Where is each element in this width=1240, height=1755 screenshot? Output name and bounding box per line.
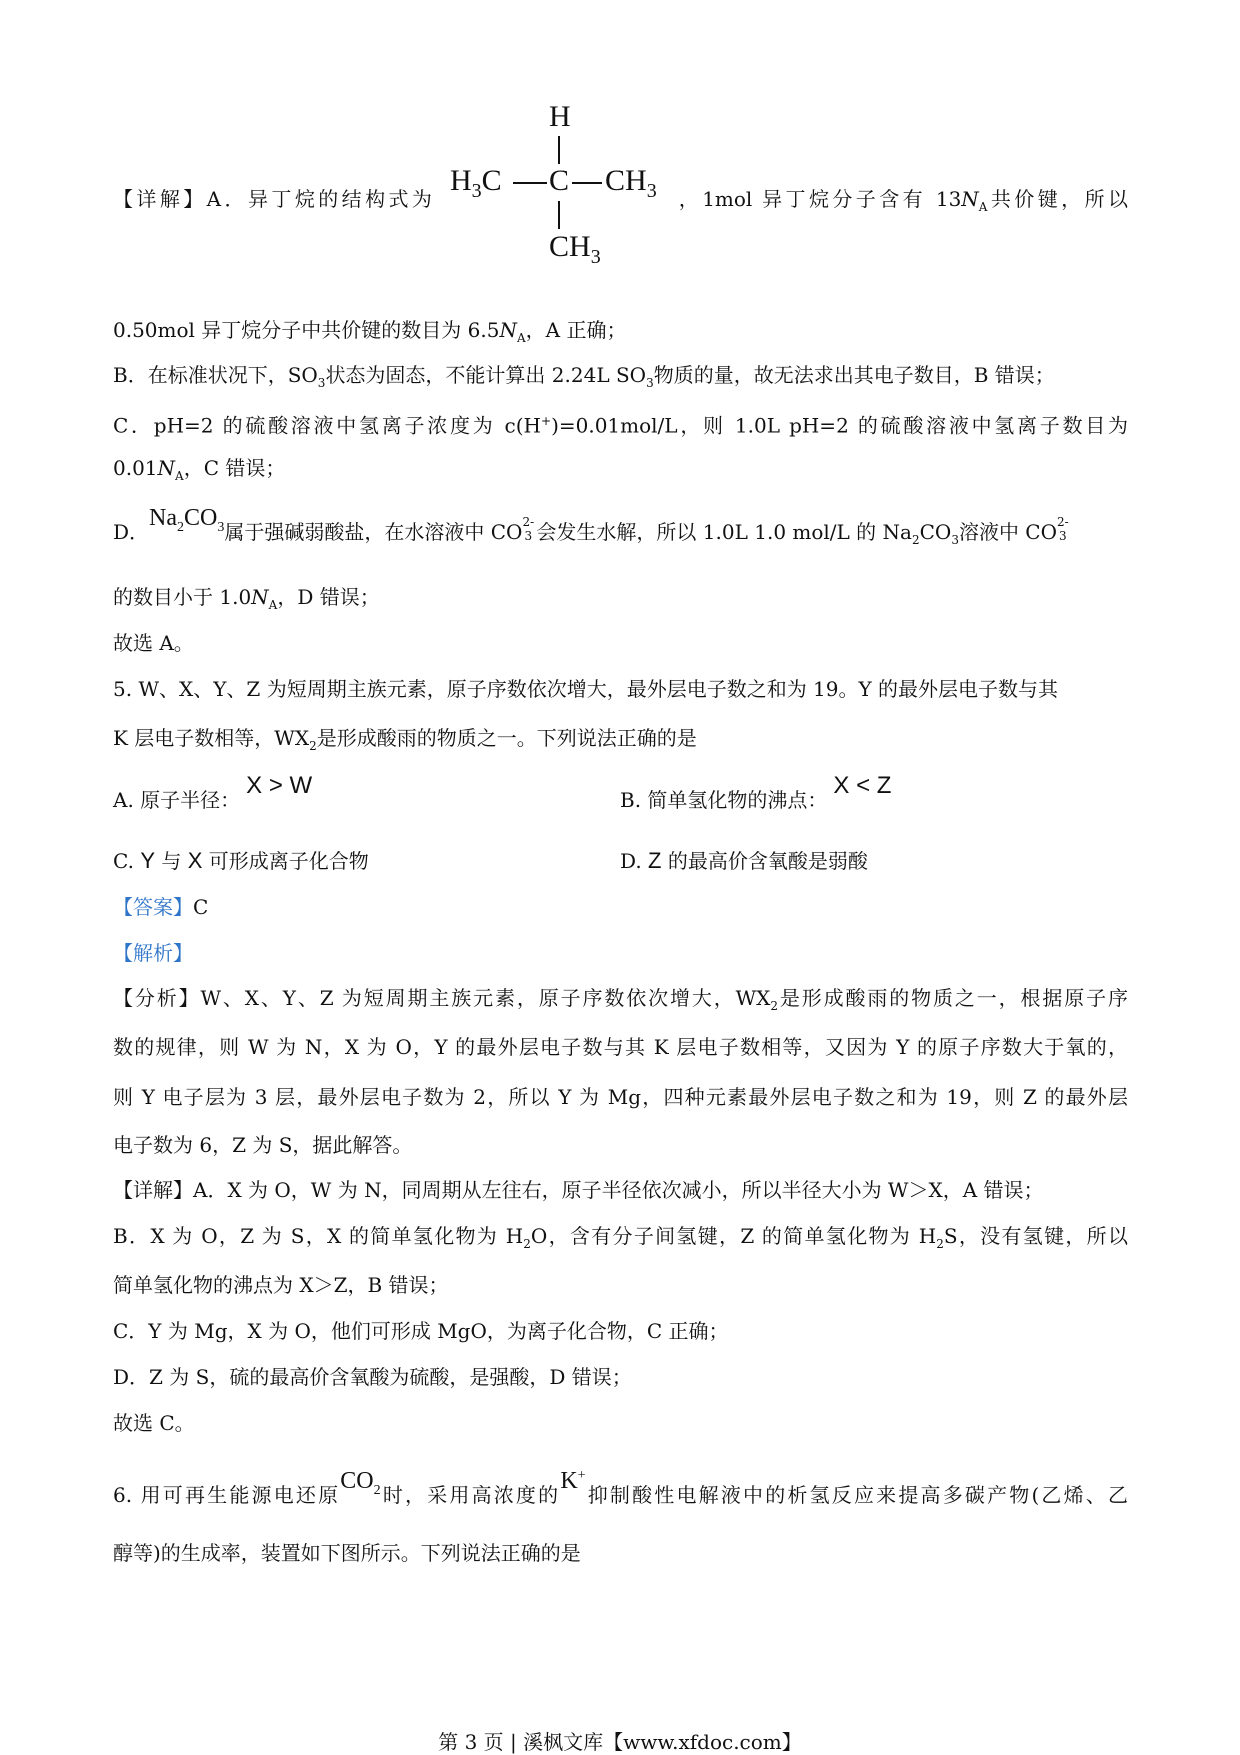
- isobutane-structural-formula: [450, 100, 680, 270]
- q6-stem-line2: 醇等)的生成率，装置如下图所示。下列说法正确的是: [113, 1541, 581, 1565]
- q5-option-c: C. Y 与 X 可形成离子化合物: [113, 848, 369, 873]
- q5-stem-line2: K 层电子数相等，$WX_2$是形成酸雨的物质之一。下列说法正确的是: [113, 726, 697, 753]
- struct-bond-bottom: [558, 201, 560, 229]
- struct-left-group: $H_3C$: [450, 164, 502, 202]
- k-ion-formula: K+: [560, 1468, 586, 1494]
- q4-option-d: D．$Na_2CO_3$属于强碱弱酸盐，在水溶液中 CO 2- 3 会发生水解，所以 1.0L 1.0 mol/L 的 $Na_2CO_3$溶液中 CO 2- 3: [113, 517, 1128, 557]
- na2co3-formula: $Na_2CO_3$: [149, 505, 225, 535]
- struct-top-h: H: [549, 100, 571, 133]
- q4-detail-prefix: 【详解】A．异丁烷的结构式为: [113, 187, 436, 211]
- page-footer: 第 3 页 | 溪枫文库【www.xfdoc.com】: [438, 1730, 802, 1754]
- co2-formula: $CO_2$: [340, 1468, 381, 1498]
- q5-detail-b: B．X 为 O，Z 为 S，X 的简单氢化物为 $H_2O$，含有分子间氢键，Z 的简单氢化物为 $H_2S$，没有氢键，所以: [113, 1224, 1128, 1251]
- q4-line2: 0.50mol 异丁烷分子中共价键的数目为 $6.5N_A$，A 正确；: [113, 318, 627, 345]
- q5-option-a: A. 原子半径：X > W: [113, 772, 313, 812]
- q4-choose: 故选 A。: [113, 631, 194, 655]
- q5-detail-b-line2: 简单氢化物的沸点为 X＞Z，B 错误；: [113, 1273, 449, 1297]
- carbonate-charge-2: 2- 3: [1057, 515, 1069, 543]
- q4-option-b: B．在标准状况下，$SO_3$状态为固态，不能计算出 2.24L $SO_3$物质的量，故无法求出其电子数目，B 错误；: [113, 363, 1055, 390]
- q5-detail-c: C．Y 为 Mg，X 为 O，他们可形成 MgO，为离子化合物，C 正确；: [113, 1319, 729, 1343]
- q4-option-c: C．pH=2 的硫酸溶液中氢离子浓度为 c(H+)=0.01mol/L，则 1.0L pH=2 的硫酸溶液中氢离子数目为: [113, 413, 1128, 438]
- struct-bottom-group: $CH_3$: [549, 230, 601, 268]
- q5-detail-a: 【详解】A．X 为 O，W 为 N，同周期从左往右，原子半径依次减小，所以半径大小为 W＞X，A 错误；: [113, 1178, 1044, 1202]
- q5-analysis-line3: 则 Y 电子层为 3 层，最外层电子数为 2，所以 Y 为 Mg，四种元素最外层电子数之和为 19，则 Z 的最外层: [113, 1085, 1128, 1109]
- q5-analysis-line2: 数的规律，则 W 为 N，X 为 O，Y 的最外层电子数与其 K 层电子数相等，又因为 Y 的原子序数大于氧的，: [113, 1035, 1128, 1059]
- q5-analysis-line1: 【分析】W、X、Y、Z 为短周期主族元素，原子序数依次增大，$WX_2$是形成酸雨的物质之一，根据原子序: [113, 986, 1129, 1013]
- q4-option-d-line2: 的数目小于 $1.0N_A$，D 错误；: [113, 585, 380, 612]
- struct-bond-right: [572, 182, 602, 184]
- q5-answer: 【答案】C: [113, 895, 209, 919]
- na-subscript: A: [978, 200, 988, 214]
- q5-detail-d: D．Z 为 S，硫的最高价含氧酸为硫酸，是强酸，D 错误；: [113, 1365, 632, 1389]
- q6-stem-line1: 6. 用可再生能源电还原$CO_2$时，采用高浓度的K+抑制酸性电解液中的析氢反应来提高多碳产物(乙烯、乙: [113, 1468, 1128, 1507]
- q5-analysis-label: 【解析】: [113, 941, 193, 965]
- q5-option-b: B. 简单氢化物的沸点：X < Z: [620, 772, 892, 812]
- struct-bond-top: [558, 136, 560, 164]
- q5-choose: 故选 C。: [113, 1411, 195, 1435]
- carbonate-charge: 2- 3: [522, 515, 535, 543]
- struct-center-c: C: [549, 164, 570, 197]
- q5-stem-line1: 5. W、X、Y、Z 为短周期主族元素，原子序数依次增大，最外层电子数之和为 19。Y 的最外层电子数与其: [113, 677, 1059, 701]
- q5-analysis-line4: 电子数为 6，Z 为 S，据此解答。: [113, 1133, 413, 1157]
- struct-bond-left: [513, 182, 547, 184]
- q4-option-c-line2: $0.01N_A$，C 错误；: [113, 456, 286, 483]
- q4-detail-suffix-b: 共价键，所以: [987, 187, 1128, 211]
- struct-right-group: $CH_3$: [605, 164, 657, 202]
- q4-detail-suffix-a: ，1mol 异丁烷分子含有 13: [675, 187, 962, 211]
- q5-option-d: D. Z 的最高价含氧酸是弱酸: [620, 848, 868, 873]
- na-symbol: N: [961, 187, 979, 211]
